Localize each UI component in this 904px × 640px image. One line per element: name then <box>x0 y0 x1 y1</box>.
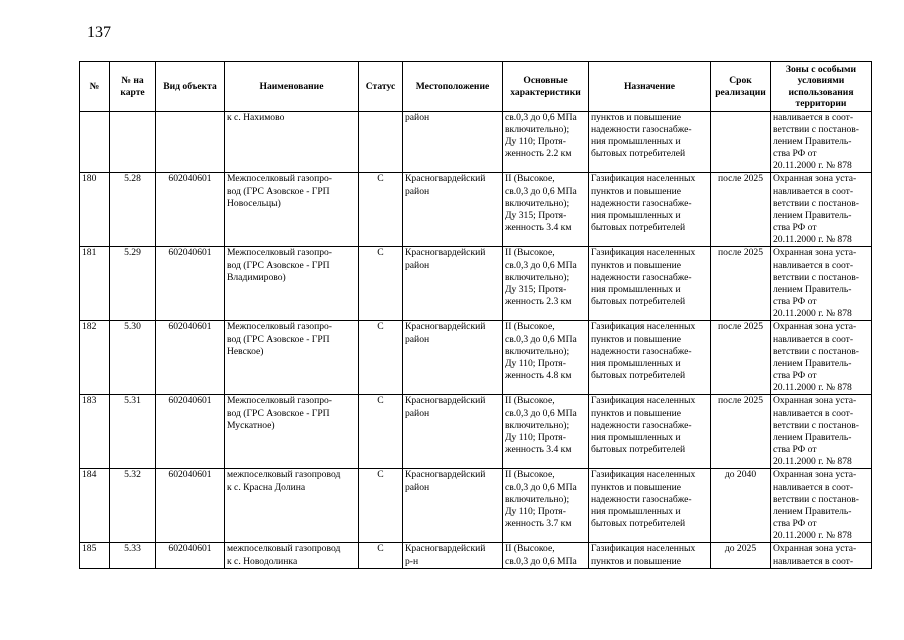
cell-object-type: 602040601 <box>156 395 225 469</box>
cell-status: С <box>359 247 403 321</box>
cell-number: 180 <box>80 173 110 247</box>
col-header-location: Местоположение <box>403 62 503 112</box>
col-header-characteristics: Основные характеристики <box>503 62 589 112</box>
cell-zones: Охранная зона уста- навливается в соот- ветствии с постанов- лением Правитель- ства РФ от 20.11.2000 г. № 878 <box>771 247 872 321</box>
table-row <box>80 173 872 247</box>
cell-name: межпоселковый газопровод к с. Новодолинка <box>225 543 359 568</box>
cell-zones: навливается в соот- ветствии с постанов- лением Правитель- ства РФ от 20.11.2000 г. № 878 <box>771 112 872 173</box>
cell-term: после 2025 <box>711 395 771 469</box>
cell-map-number: 5.29 <box>110 247 156 321</box>
col-header-zones: Зоны с особыми условиями использования территории <box>771 62 872 112</box>
col-header-name: Наименование <box>225 62 359 112</box>
cell-number: 181 <box>80 247 110 321</box>
table-row <box>80 543 872 568</box>
cell-map-number: 5.33 <box>110 543 156 568</box>
cell-location: Красногвардейский район <box>403 469 503 543</box>
cell-number: 185 <box>80 543 110 568</box>
cell-purpose: Газификация населенных пунктов и повышение надежности газоснабже- ния промышленных и бытовых потребителей <box>589 321 711 395</box>
cell-characteristics: св.0,3 до 0,6 МПа включительно); Ду 110; Протя- женность 2.2 км <box>503 112 589 173</box>
table-row <box>80 321 872 395</box>
cell-purpose: Газификация населенных пунктов и повышение надежности газоснабже- ния промышленных и бытовых потребителей <box>589 469 711 543</box>
cell-zones: Охранная зона уста- навливается в соот- ветствии с постанов- лением Правитель- ства РФ от 20.11.2000 г. № 878 <box>771 395 872 469</box>
cell-object-type <box>156 112 225 173</box>
cell-map-number <box>110 112 156 173</box>
cell-number: 182 <box>80 321 110 395</box>
col-header-number: № <box>80 62 110 112</box>
col-header-purpose: Назначение <box>589 62 711 112</box>
cell-name: к с. Нахимово <box>225 112 359 173</box>
cell-location: Красногвардейский район <box>403 173 503 247</box>
cell-term: до 2025 <box>711 543 771 568</box>
cell-name: Межпоселковый газопро- вод (ГРС Азовское - ГРП Невское) <box>225 321 359 395</box>
cell-zones: Охранная зона уста- навливается в соот- ветствии с постанов- лением Правитель- ства РФ от 20.11.2000 г. № 878 <box>771 173 872 247</box>
cell-purpose: Газификация населенных пунктов и повышение <box>589 543 711 568</box>
col-header-term: Срок реализации <box>711 62 771 112</box>
table-header-row <box>80 62 872 112</box>
cell-zones: Охранная зона уста- навливается в соот- ветствии с постанов- лением Правитель- ства РФ от 20.11.2000 г. № 878 <box>771 469 872 543</box>
cell-number: 184 <box>80 469 110 543</box>
cell-name: Межпоселковый газопро- вод (ГРС Азовское - ГРП Владимирово) <box>225 247 359 321</box>
cell-location: Красногвардейский р-н <box>403 543 503 568</box>
cell-map-number: 5.28 <box>110 173 156 247</box>
cell-object-type: 602040601 <box>156 247 225 321</box>
cell-term <box>711 112 771 173</box>
cell-characteristics: II (Высокое, св.0,3 до 0,6 МПа включительно); Ду 315; Протя- женность 3.4 км <box>503 173 589 247</box>
col-header-map-number: № на карте <box>110 62 156 112</box>
cell-map-number: 5.31 <box>110 395 156 469</box>
cell-term: после 2025 <box>711 321 771 395</box>
cell-purpose: Газификация населенных пунктов и повышение надежности газоснабже- ния промышленных и бытовых потребителей <box>589 247 711 321</box>
cell-name: Межпоселковый газопро- вод (ГРС Азовское - ГРП Новосельцы) <box>225 173 359 247</box>
cell-status: С <box>359 395 403 469</box>
cell-location: Красногвардейский район <box>403 247 503 321</box>
cell-status: С <box>359 173 403 247</box>
cell-status <box>359 112 403 173</box>
cell-term: после 2025 <box>711 247 771 321</box>
cell-status: С <box>359 321 403 395</box>
page-number: 137 <box>87 24 111 41</box>
table-row <box>80 112 872 173</box>
cell-characteristics: II (Высокое, св.0,3 до 0,6 МПа включительно); Ду 110; Протя- женность 4.8 км <box>503 321 589 395</box>
table-row <box>80 469 872 543</box>
cell-term: до 2040 <box>711 469 771 543</box>
cell-status: С <box>359 469 403 543</box>
cell-purpose: Газификация населенных пунктов и повышение надежности газоснабже- ния промышленных и бытовых потребителей <box>589 173 711 247</box>
cell-characteristics: II (Высокое, св.0,3 до 0,6 МПа включительно); Ду 315; Протя- женность 2.3 км <box>503 247 589 321</box>
cell-name: Межпоселковый газопро- вод (ГРС Азовское - ГРП Мускатное) <box>225 395 359 469</box>
cell-zones: Охранная зона уста- навливается в соот- <box>771 543 872 568</box>
cell-location: Красногвардейский район <box>403 321 503 395</box>
cell-location: район <box>403 112 503 173</box>
cell-object-type: 602040601 <box>156 543 225 568</box>
objects-table <box>79 61 872 569</box>
cell-location: Красногвардейский район <box>403 395 503 469</box>
cell-object-type: 602040601 <box>156 321 225 395</box>
cell-characteristics: II (Высокое, св.0,3 до 0,6 МПа <box>503 543 589 568</box>
cell-purpose: Газификация населенных пунктов и повышение надежности газоснабже- ния промышленных и бытовых потребителей <box>589 395 711 469</box>
cell-status: С <box>359 543 403 568</box>
cell-term: после 2025 <box>711 173 771 247</box>
cell-object-type: 602040601 <box>156 173 225 247</box>
cell-map-number: 5.32 <box>110 469 156 543</box>
cell-zones: Охранная зона уста- навливается в соот- ветствии с постанов- лением Правитель- ства РФ от 20.11.2000 г. № 878 <box>771 321 872 395</box>
table-row <box>80 395 872 469</box>
cell-name: межпоселковый газопровод к с. Красна Долина <box>225 469 359 543</box>
col-header-object-type: Вид объекта <box>156 62 225 112</box>
cell-number <box>80 112 110 173</box>
cell-object-type: 602040601 <box>156 469 225 543</box>
cell-characteristics: II (Высокое, св.0,3 до 0,6 МПа включительно); Ду 110; Протя- женность 3.4 км <box>503 395 589 469</box>
table-row <box>80 247 872 321</box>
col-header-status: Статус <box>359 62 403 112</box>
cell-purpose: пунктов и повышение надежности газоснабже- ния промышленных и бытовых потребителей <box>589 112 711 173</box>
cell-characteristics: II (Высокое, св.0,3 до 0,6 МПа включительно); Ду 110; Протя- женность 3.7 км <box>503 469 589 543</box>
cell-map-number: 5.30 <box>110 321 156 395</box>
cell-number: 183 <box>80 395 110 469</box>
